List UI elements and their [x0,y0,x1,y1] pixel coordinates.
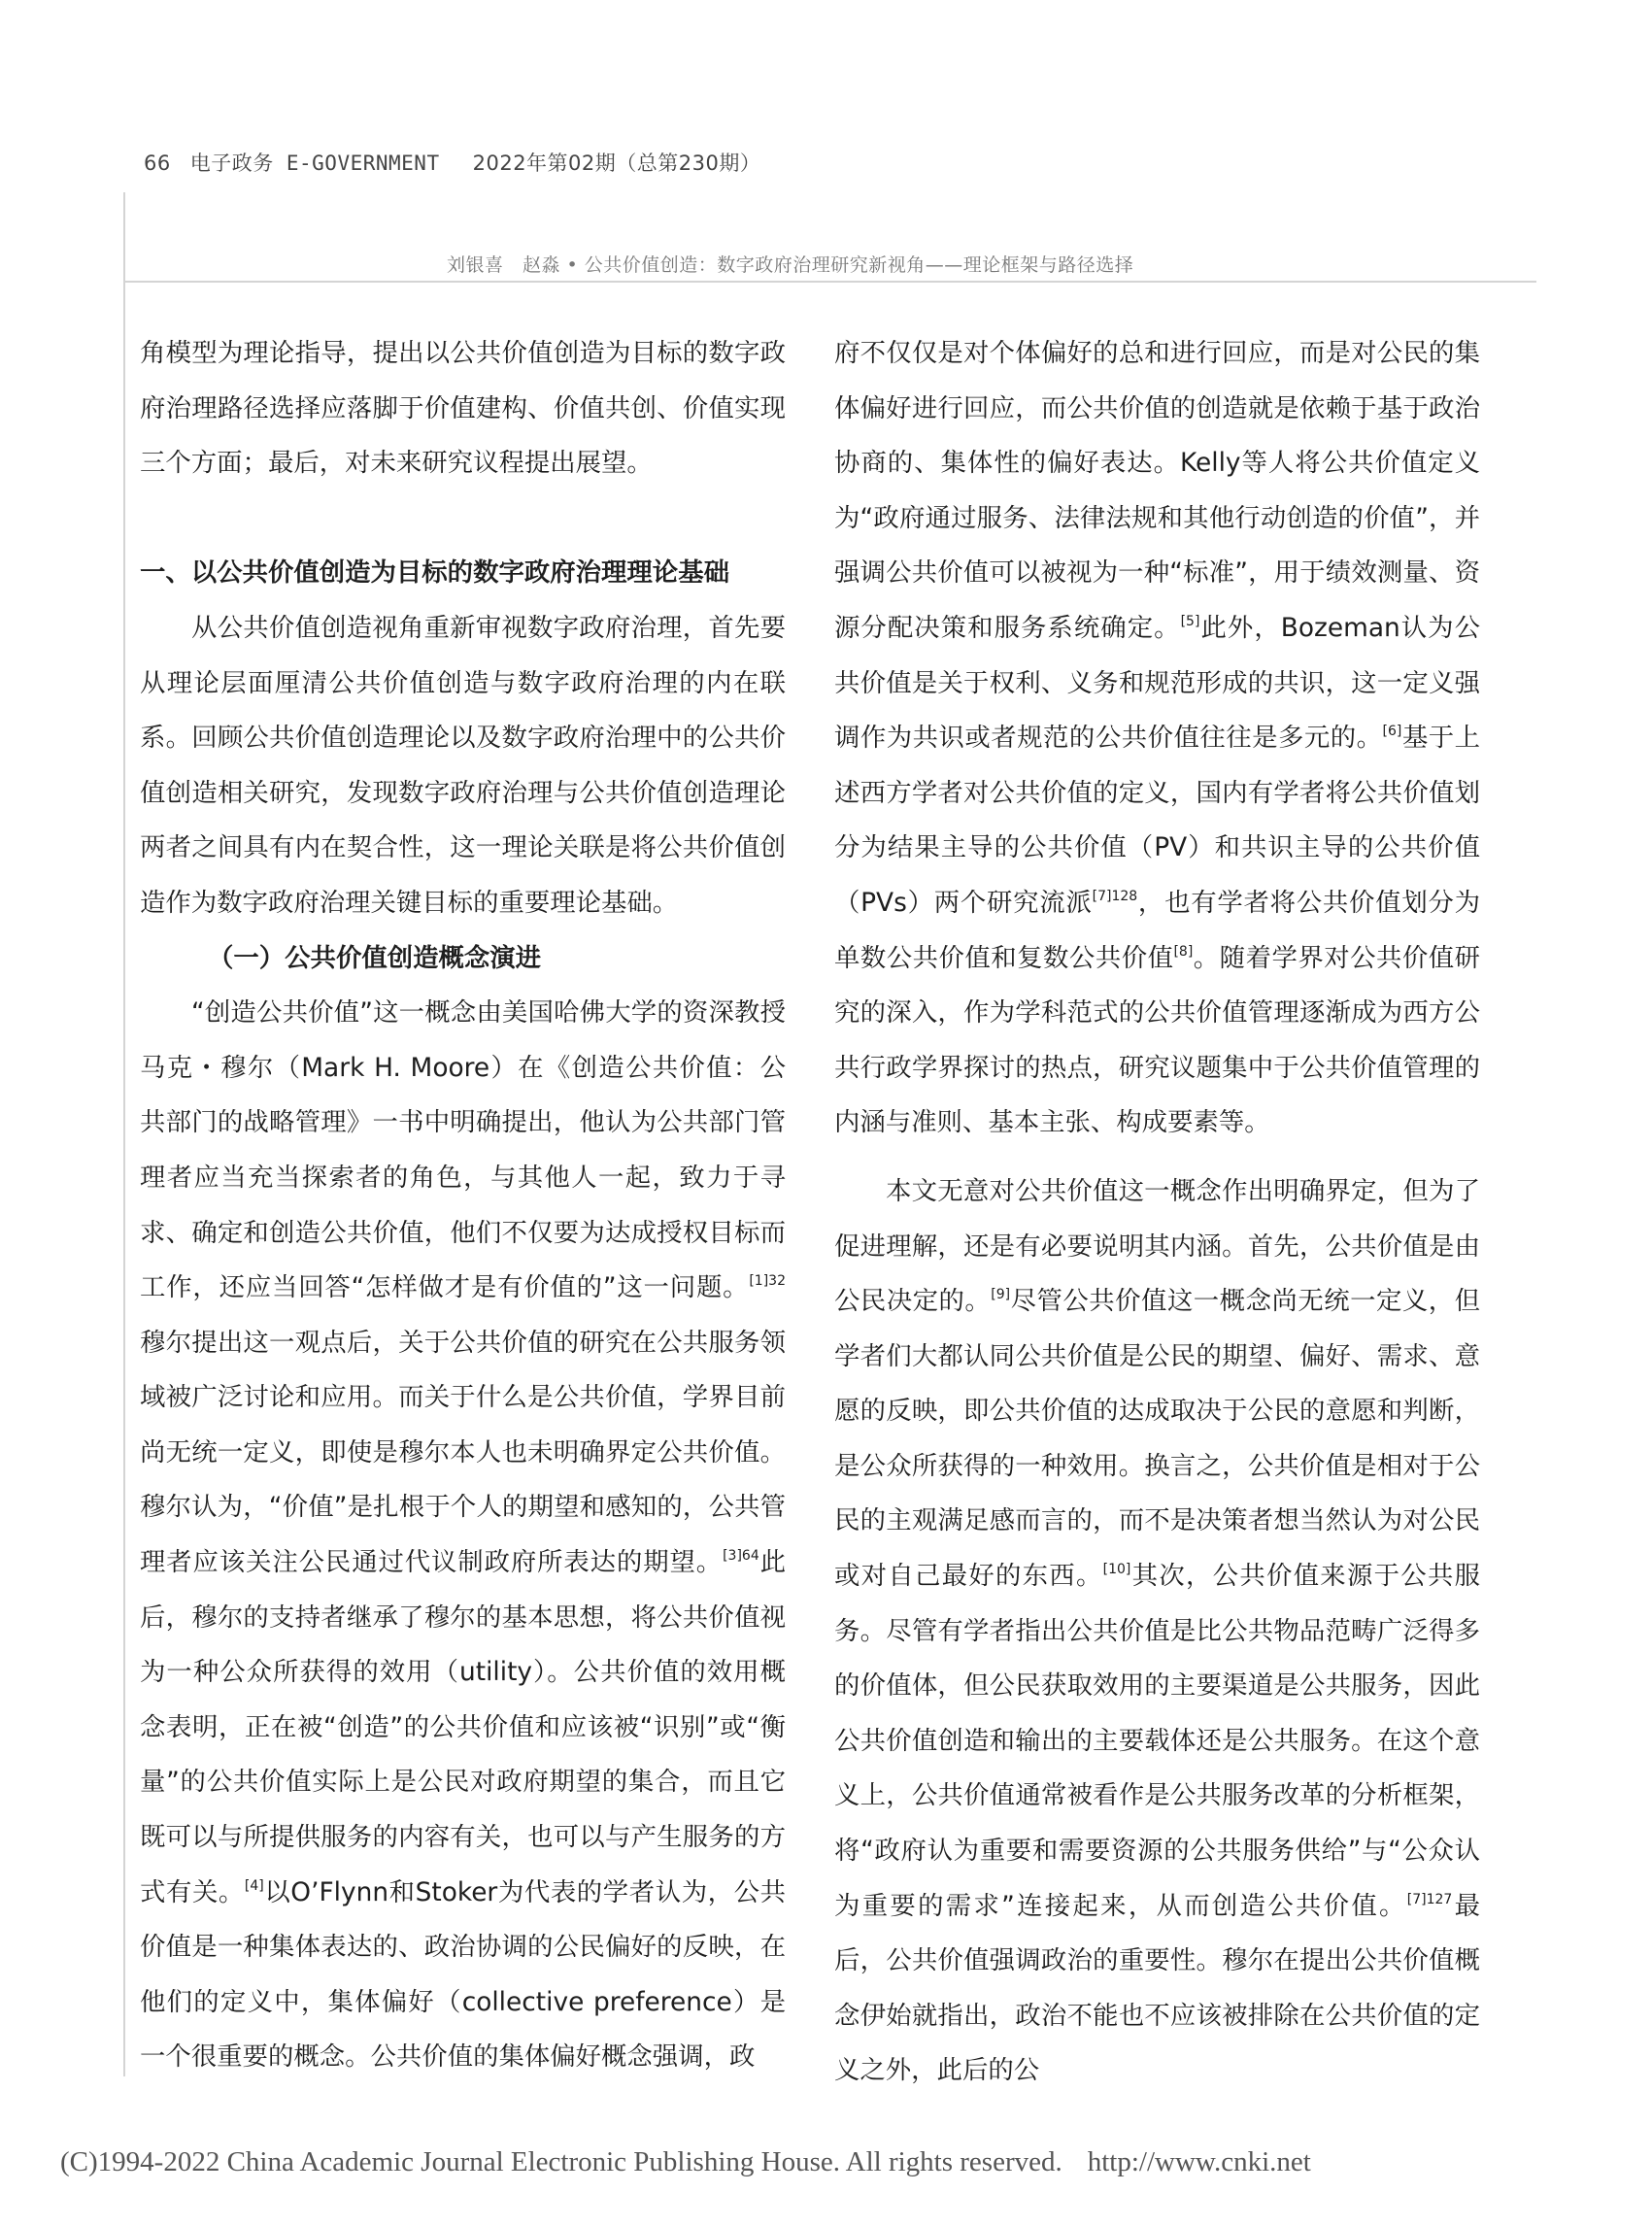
issue-info: 2022年第02期（总第230期） [472,152,761,175]
paragraph: 本文无意对公共价值这一概念作出明确界定，但为了促进理解，还是有必要说明其内涵。首先，公共价值是由公民决定的。[9]尽管公共价值这一概念尚无统一定义，但学者们大都认同公共价值是公民的期望、偏好、需求、意愿的反映，即公共价值的达成取决于公民的意愿和判断，是公众所获得的一种效用。换言之，公共价值是相对于公民的主观满足感而言的，而不是决策者想当然认为对公民或对自己最好的东西。[10]其次，公共价值来源于公共服务。尽管有学者指出公共价值是比公共物品范畴广泛得多的价值体，但公民获取效用的主要渠道是公共服务，因此公共价值创造和输出的主要载体还是公共服务。在这个意义上，公共价值通常被看作是公共服务改革的分析框架，将“政府认为重要和需要资源的公共服务供给”与“公众认为重要的需求”连接起来，从而创造公共价值。$^{[7]127}$最后，公共价值强调政治的重要性。穆尔在提出公共价值概念伊始就指出，政治不能也不应该被排除在公共价值的定义之外，此后的公 [834,1175,1481,2086]
citation: [4] [244,1877,264,1894]
paragraph: “创造公共价值”这一概念由美国哈佛大学的资深教授马克・穆尔（Mark H. Moore）在《创造公共价值：公共部门的战略管理》一书中明确提出，他认为公共部门管理者应当充当探索者的角色，与其他人一起，致力于寻求、确定和创造公共价值，他们不仅要为达成授权目标而工作，还应当回答“怎样做才是有价值的”这一问题。$^{[1]32}$穆尔提出这一观点后，关于公共价值的研究在公共服务领域被广泛讨论和应用。而关于什么是公共价值，学界目前尚无统一定义，即使是穆尔本人也未明确界定公共价值。穆尔认为，“价值”是扎根于个人的期望和感知的，公共管理者应该关注公民通过代议制政府所表达的期望。$^{[3]64}$此后，穆尔的支持者继承了穆尔的基本思想，将公共价值视为一种公众所获得的效用（utility）。公共价值的效用概念表明，正在被“创造”的公共价值和应该被“识别”或“衡量”的公共价值实际上是公民对政府期望的集合，而且它既可以与所提供服务的内容有关，也可以与产生服务的方式有关。[4]以O’Flynn和Stoker为代表的学者认为，公共价值是一种集体表达的、政治协调的公民偏好的反映，在他们的定义中，集体偏好（collective preference）是一个很重要的概念。公共价值的集体偏好概念强调，政 [140,997,787,2073]
citation: [7]127 [1406,1891,1453,1907]
subsection-heading: （一）公共价值创造概念演进 [208,942,542,973]
copyright-footer [60,2146,1311,2178]
citation: [3]64 [723,1548,759,1565]
footer-link[interactable]: http://www.cnki.net [1087,2146,1311,2177]
citation: [5] [1180,613,1200,629]
right-column [834,326,1480,2099]
paragraph: 府不仅仅是对个体偏好的总和进行回应，而是对公民的集体偏好进行回应，而公共价值的创造就是依赖于基于政治协商的、集体性的偏好表达。Kelly等人将公共价值定义为“政府通过服务、法律法规和其他行动创造的价值”，并强调公共价值可以被视为一种“标准”，用于绩效测量、资源分配决策和服务系统确定。[5]此外，Bozeman认为公共价值是关于权利、义务和规范形成的共识，这一定义强调作为共识或者规范的公共价值往往是多元的。[6]基于上述西方学者对公共价值的定义，国内有学者将公共价值划分为结果主导的公共价值（PV）和共识主导的公共价值（PVs）两个研究流派$^{[7]128}$，也有学者将公共价值划分为单数公共价值和复数公共价值[8]。随着学界对公共价值研究的深入，作为学科范式的公共价值管理逐渐成为西方公共行政学界探讨的热点，研究议题集中于公共价值管理的内涵与准则、基本主张、构成要素等。 [834,338,1481,1138]
section-heading: 一、以公共价值创造为目标的数字政府治理理论基础 [140,557,729,589]
citation: [9] [991,1287,1011,1303]
journal-name: 电子政务 E-GOVERNMENT [189,152,440,175]
citation: [6] [1382,724,1402,740]
citation: [10] [1102,1562,1131,1578]
left-margin-rule [123,192,125,2076]
page-number: 66 [144,152,171,175]
paragraph: 从公共价值创造视角重新审视数字政府治理，首先要从理论层面厘清公共价值创造与数字政府治理的内在联系。回顾公共价值创造理论以及数字政府治理中的公共价值创造相关研究，发现数字政府治理与公共价值创造理论两者之间具有内在契合性，这一理论关联是将公共价值创造作为数字政府治理关键目标的重要理论基础。 [140,612,786,918]
citation: [7]128 [1092,888,1138,904]
paragraph: 角模型为理论指导，提出以公共价值创造为目标的数字政府治理路径选择应落脚于价值建构、价值共创、价值实现三个方面；最后，对未来研究议程提出展望。 [140,338,786,479]
left-column [140,326,786,2085]
header-rule [123,281,1536,283]
citation: [8] [1173,943,1194,960]
page-header [144,148,760,177]
running-title: 刘银喜 赵淼 • 公共价值创造：数字政府治理研究新视角——理论框架与路径选择 [447,254,1134,276]
citation: [1]32 [749,1273,786,1290]
copyright-text: (C)1994-2022 China Academic Journal Electronic Publishing House. All rights reserved. [60,2146,1062,2177]
